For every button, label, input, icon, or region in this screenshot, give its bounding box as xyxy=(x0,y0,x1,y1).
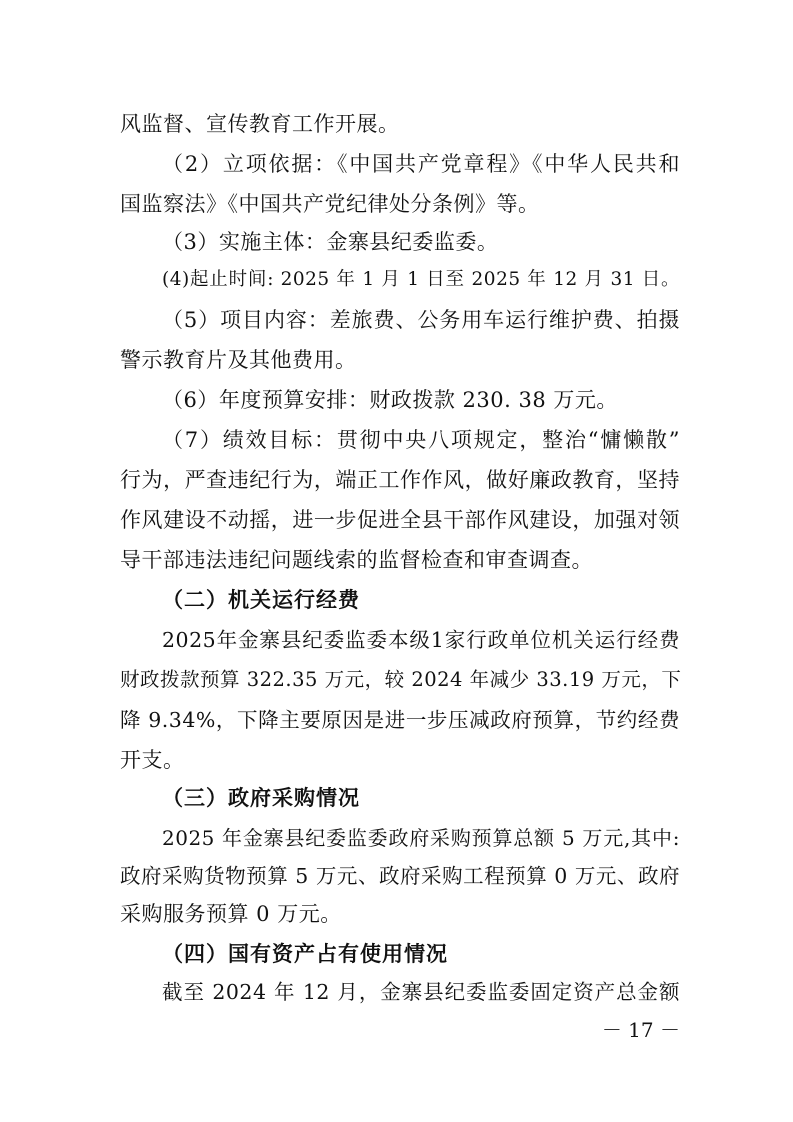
body-text-line: 行为，严查违纪行为，端正工作作风，做好廉政教育，坚持 xyxy=(120,468,680,492)
body-text-line: 政府采购货物预算 5 万元、政府采购工程预算 0 万元、政府 xyxy=(120,864,680,888)
body-text-line: 截至 2024 年 12 月，金寨县纪委监委固定资产总金额 xyxy=(162,980,680,1004)
section-heading: （四）国有资产占有使用情况 xyxy=(162,942,448,966)
body-text-line: （3）实施主体：金寨县纪委监委。 xyxy=(162,230,499,254)
body-text-line: 风监督、宣传教育工作开展。 xyxy=(120,112,400,136)
body-text-line: 警示教育片及其他费用。 xyxy=(120,348,357,372)
page-number: － 17 － xyxy=(601,1018,680,1042)
body-text-line: 导干部违法违纪问题线索的监督检查和审查调查。 xyxy=(120,548,593,572)
section-heading: （三）政府采购情况 xyxy=(162,786,360,810)
body-text-line: 2025年金寨县纪委监委本级1家行政单位机关运行经费 xyxy=(162,628,680,652)
body-text-line: （2）立项依据：《中国共产党章程》《中华人民共和 xyxy=(162,152,680,176)
body-text-line: （6）年度预算安排：财政拨款 230. 38 万元。 xyxy=(162,388,618,412)
body-text-line: (4)起止时间: 2025 年 1 月 1 日至 2025 年 12 月 31 日。 xyxy=(162,269,680,290)
body-text-line: 降 9.34%，下降主要原因是进一步压减政府预算，节约经费 xyxy=(120,708,680,732)
section-heading: （二）机关运行经费 xyxy=(162,588,360,612)
body-text-line: 作风建设不动摇，进一步促进全县干部作风建设，加强对领 xyxy=(120,508,680,532)
body-text-line: 国监察法》《中国共产党纪律处分条例》等。 xyxy=(120,192,540,216)
body-text-line: 采购服务预算 0 万元。 xyxy=(120,902,342,926)
body-text-line: 财政拨款预算 322.35 万元，较 2024 年减少 33.19 万元，下 xyxy=(120,668,682,691)
body-text-line: （5）项目内容：差旅费、公务用车运行维护费、拍摄 xyxy=(162,308,680,332)
body-text-line: 开支。 xyxy=(120,748,185,772)
body-text-line: 2025 年金寨县纪委监委政府采购预算总额 5 万元,其中: xyxy=(162,826,680,850)
body-text-line: （7）绩效目标：贯彻中央八项规定，整治“慵懒散” xyxy=(162,428,680,452)
